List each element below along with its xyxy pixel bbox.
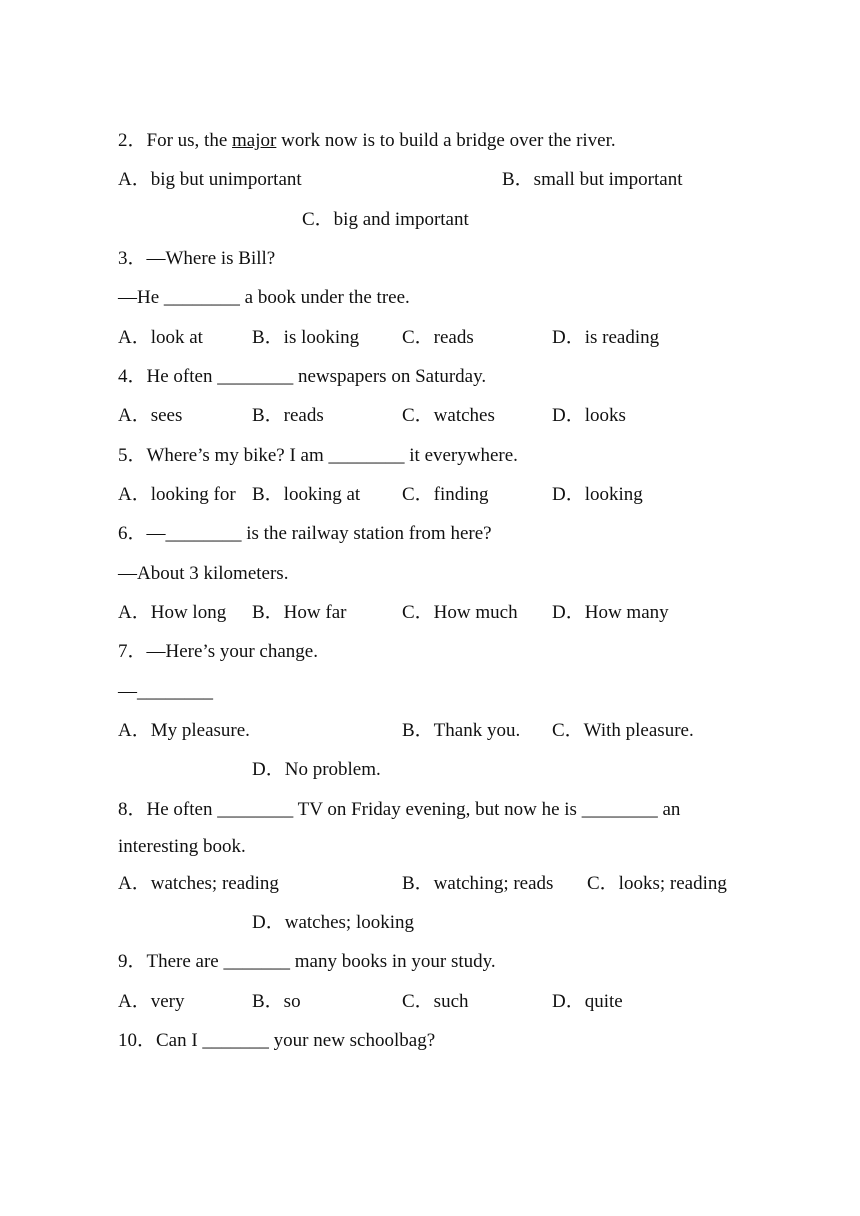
question-4-option-a: A．sees bbox=[118, 405, 183, 426]
question-7-line-2: —________ bbox=[118, 681, 213, 702]
question-7-option-b: B．Thank you. bbox=[402, 720, 521, 741]
question-2-option-b: B．small but important bbox=[502, 169, 683, 190]
question-6-option-c: C．How much bbox=[402, 602, 518, 623]
question-2-option-a: A．big but unimportant bbox=[118, 169, 302, 190]
question-9-option-a: A．very bbox=[118, 991, 185, 1012]
question-3-option-d: D．is reading bbox=[552, 327, 660, 348]
question-9-option-d: D．quite bbox=[552, 991, 623, 1012]
question-5-stem: 5．Where’s my bike? I am ________ it everywhere. bbox=[118, 445, 518, 466]
question-2-prefix: 2．For us, the bbox=[118, 130, 233, 151]
question-7-option-c: C．With pleasure. bbox=[552, 720, 694, 741]
question-8-line-2: interesting book. bbox=[118, 836, 246, 857]
question-4-stem: 4．He often ________ newspapers on Saturday. bbox=[118, 366, 487, 387]
question-2-option-c: C．big and important bbox=[302, 209, 469, 230]
underlined-word: major bbox=[232, 130, 277, 151]
question-3-option-a: A．look at bbox=[118, 327, 203, 348]
question-6-line-1: 6．—________ is the railway station from here? bbox=[118, 523, 492, 544]
question-10-stem: 10．Can I _______ your new schoolbag? bbox=[118, 1030, 436, 1051]
question-3-line-2: —He ________ a book under the tree. bbox=[118, 287, 410, 308]
question-8-option-d: D．watches; looking bbox=[252, 912, 415, 933]
question-9-stem: 9．There are _______ many books in your study. bbox=[118, 951, 496, 972]
question-9-option-b: B．so bbox=[252, 991, 301, 1012]
question-8-option-a: A．watches; reading bbox=[118, 873, 279, 894]
question-5-option-a: A．looking for bbox=[118, 484, 236, 505]
question-6-option-b: B．How far bbox=[252, 602, 347, 623]
question-2-stem bbox=[118, 129, 616, 153]
question-2-suffix: work now is to build a bridge over the river. bbox=[276, 130, 616, 151]
question-6-option-a: A．How long bbox=[118, 602, 227, 623]
question-7-option-d: D．No problem. bbox=[252, 759, 381, 780]
question-6-line-2: —About 3 kilometers. bbox=[118, 563, 289, 584]
question-7-option-a: A．My pleasure. bbox=[118, 720, 250, 741]
question-7-line-1: 7．—Here’s your change. bbox=[118, 641, 318, 662]
question-4-option-b: B．reads bbox=[252, 405, 324, 426]
question-8-line-1: 8．He often ________ TV on Friday evening, but now he is ________ an bbox=[118, 799, 681, 820]
question-9-option-c: C．such bbox=[402, 991, 469, 1012]
question-6-option-d: D．How many bbox=[552, 602, 669, 623]
question-3-option-b: B．is looking bbox=[252, 327, 360, 348]
question-5-option-c: C．finding bbox=[402, 484, 489, 505]
question-4-option-d: D．looks bbox=[552, 405, 626, 426]
question-8-option-b: B．watching; reads bbox=[402, 873, 554, 894]
question-5-option-d: D．looking bbox=[552, 484, 643, 505]
question-4-option-c: C．watches bbox=[402, 405, 495, 426]
question-3-option-c: C．reads bbox=[402, 327, 474, 348]
question-5-option-b: B．looking at bbox=[252, 484, 361, 505]
question-8-option-c: C．looks; reading bbox=[587, 873, 727, 894]
question-3-line-1: 3．—Where is Bill? bbox=[118, 248, 276, 269]
